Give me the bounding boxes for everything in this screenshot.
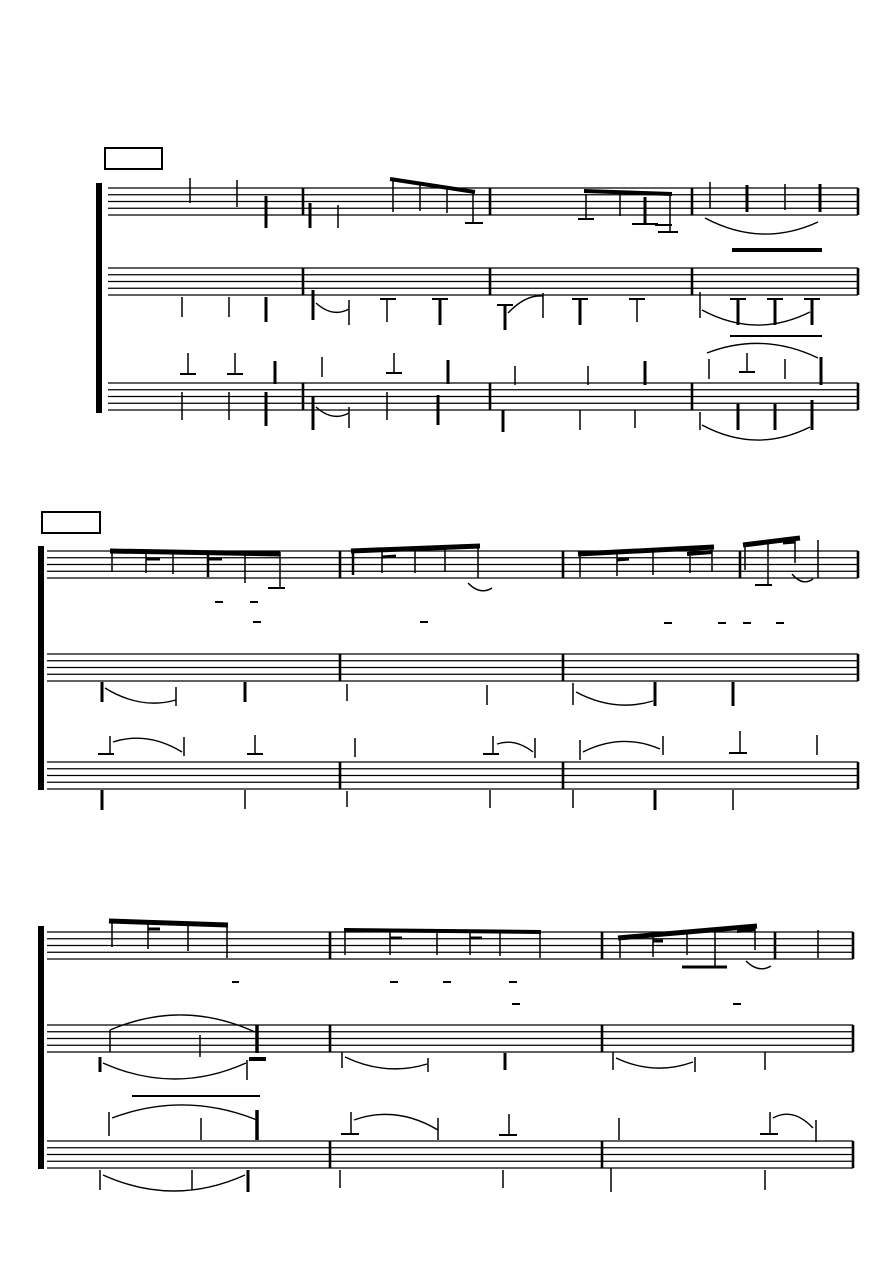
tie-slur — [345, 1057, 427, 1069]
tie-slur — [113, 738, 182, 752]
tie-slur — [316, 407, 349, 416]
tie-slur — [105, 688, 176, 703]
tie-slur — [497, 742, 533, 752]
beam — [344, 930, 541, 932]
tie-slur — [705, 218, 818, 234]
tie-slur — [468, 583, 492, 591]
system-bar — [96, 183, 102, 413]
rehearsal-mark-box — [105, 148, 162, 169]
tie-slur — [616, 1058, 693, 1068]
tie-slur — [110, 1015, 255, 1032]
beam — [351, 546, 480, 551]
beam — [783, 542, 795, 543]
tie-slur — [112, 1105, 257, 1120]
tie-slur — [103, 1063, 246, 1079]
tie-slur — [746, 961, 771, 969]
beam — [687, 552, 712, 554]
tie-slur — [316, 303, 349, 312]
tie-slur — [702, 425, 810, 440]
tie-slur — [103, 1175, 245, 1191]
tie-slur — [583, 741, 660, 752]
tie-slur — [707, 343, 818, 358]
beam — [109, 921, 228, 925]
tie-slur — [576, 692, 653, 705]
beam — [584, 191, 672, 194]
beam — [617, 559, 629, 560]
beam — [382, 556, 396, 557]
system-bar — [38, 926, 44, 1169]
beam — [737, 929, 755, 931]
tie-slur — [773, 1114, 813, 1128]
rehearsal-mark-box — [42, 512, 100, 533]
beam — [390, 179, 475, 192]
beam — [110, 551, 280, 554]
tie-slur — [354, 1114, 438, 1130]
tie-slur — [702, 310, 810, 325]
tie-slur — [508, 296, 543, 313]
system-bar — [38, 546, 44, 790]
